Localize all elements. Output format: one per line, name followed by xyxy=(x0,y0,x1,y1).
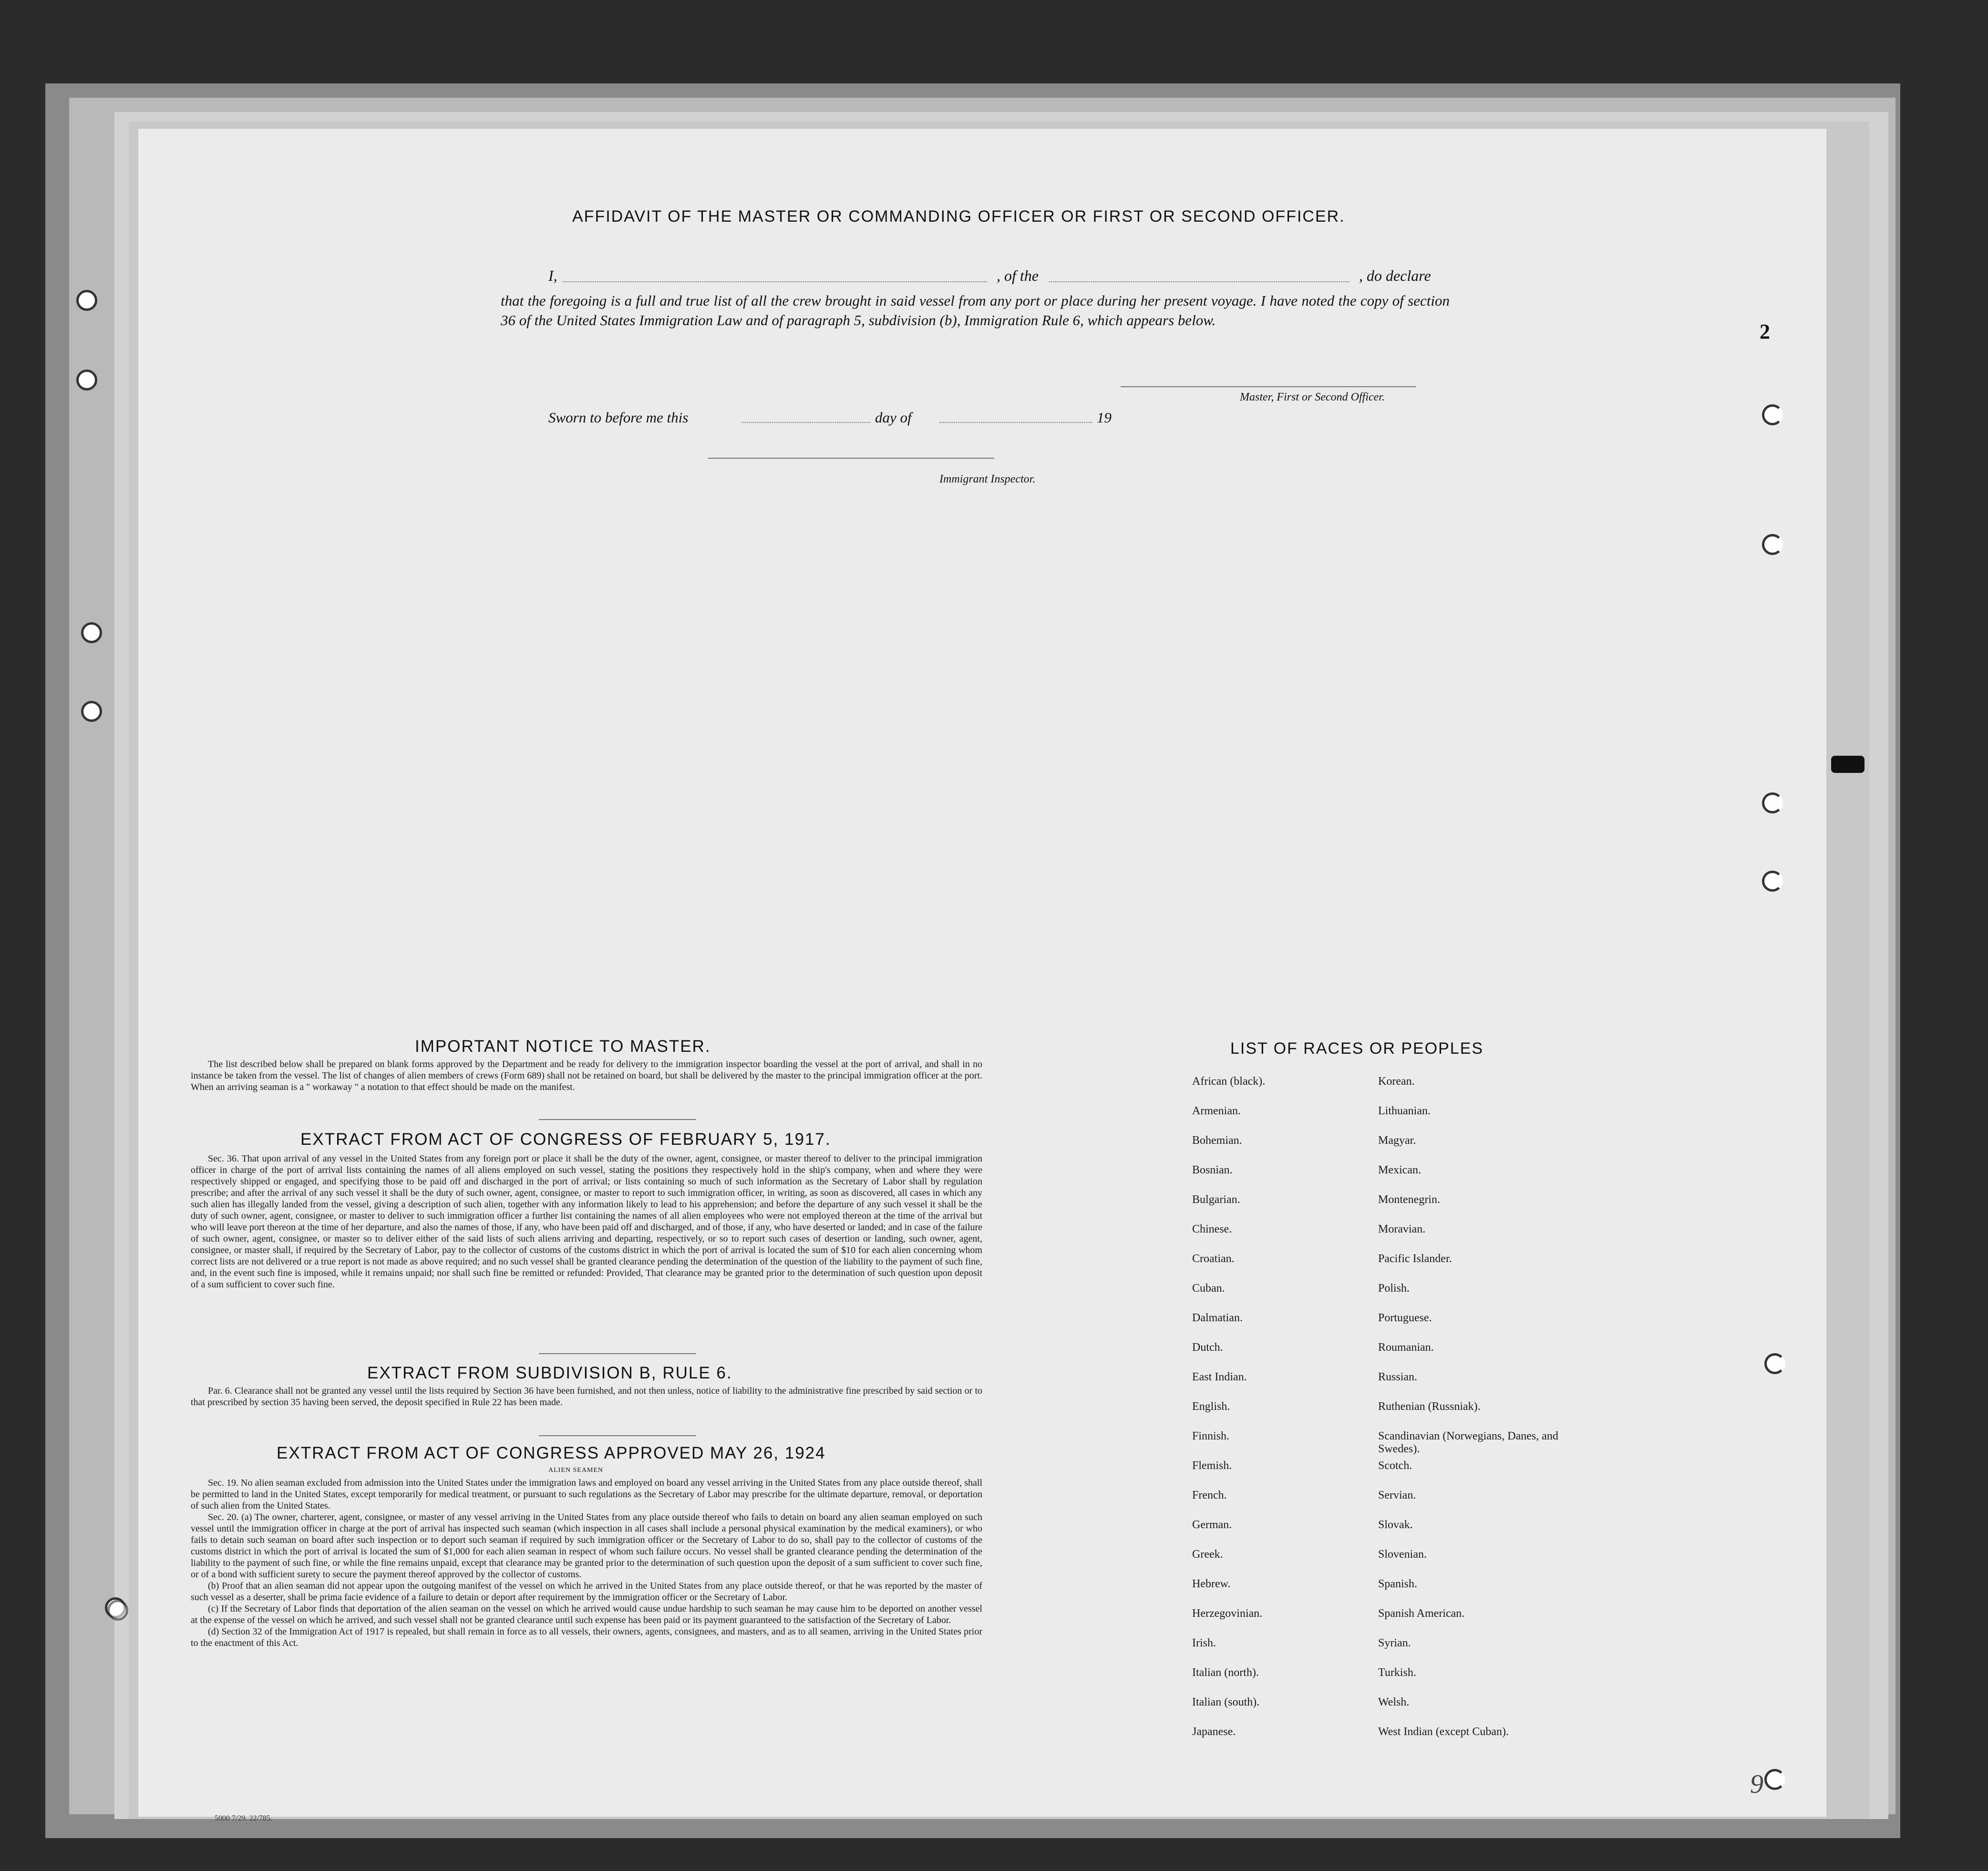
race-item: Flemish. xyxy=(1192,1460,1232,1472)
corner-note: 9 xyxy=(1750,1769,1763,1799)
race-item: East Indian. xyxy=(1192,1371,1247,1383)
sworn-year: 19 xyxy=(1097,409,1112,426)
affidavit-line1-end: , do declare xyxy=(1359,267,1431,284)
race-item: Bosnian. xyxy=(1192,1164,1233,1176)
races-heading: LIST OF RACES OR PEOPLES xyxy=(1230,1039,1484,1058)
race-item: Welsh. xyxy=(1378,1696,1410,1708)
divider xyxy=(539,1435,696,1436)
extract-1917-heading: EXTRACT FROM ACT OF CONGRESS OF FEBRUARY 5, 1917. xyxy=(300,1130,831,1149)
sworn-day-of: day of xyxy=(875,409,912,426)
race-item: Russian. xyxy=(1378,1371,1418,1383)
race-item: Mexican. xyxy=(1378,1164,1421,1176)
punch-hole xyxy=(1762,792,1783,813)
punch-hole xyxy=(1762,871,1783,892)
sec-36-paragraph: Sec. 36. That upon arrival of any vessel in the United States from any foreign port or place it shall be the duty of the owner, agent, consignee, or master thereof to deliver to the principal immigration officer in charge of the port of arrival lists containing the names of all aliens employed on such vessel, stating the positions they respectively hold in the ship's company, when and where they were respectively shipped or engaged, and specifying those to be paid off and discharged in the port of arrival; or lists containing so much of such information as the Secretary of Labor shall by regulation prescribe; and after the arrival of any such vessel it shall be the duty of such owner, agent, consignee, or master to report to such immigration officer, in writing, as soon as discovered, all cases in which any such alien has illegally landed from the vessel, giving a description of such alien, together with any information likely to lead to his apprehension; and before the departure of any such vessel it shall be the duty of such owner, agent, consignee, or master to deliver to such immigration officer a further list containing the names of all alien employees who were not employed thereon at the time of the arrival but who will leave port thereon at the time of her departure, and also the names of those, if any, who have been paid off and discharged, and of those, if any, who have deserted or landed; and in case of the failure of such owner, agent, consignee, or master so to deliver either of the said lists of such aliens arriving and departing, respectively, or so to report such cases of desertion or landing, such owner, agent, consignee, or master shall, if required by the Secretary of Labor, pay to the collector of customs of the customs district in which the port of arrival is located the sum of $10 for each alien concerning whom correct lists are not delivered or a true report is not made as above required; and no such vessel shall be granted clearance pending the determination of the question of the liability to the payment of such fine, and, in the event such fine is imposed, while it remains unpaid; nor shall such fine be remitted or refunded: Provided, That clearance may be granted prior to the determination of such question upon deposit of a sum sufficient to cover such fine. xyxy=(191,1153,982,1290)
signature-line xyxy=(1121,386,1416,387)
sec-20d-paragraph: (d) Section 32 of the Immigration Act of 1917 is repealed, but shall remain in force as to all vessels, their owners, agents, consignees, and masters, and as to all seamen, arriving in the United States prior to the enactment of this Act. xyxy=(191,1626,982,1648)
punch-hole xyxy=(1762,534,1783,555)
sec-20c-paragraph: (c) If the Secretary of Labor finds that deportation of the alien seaman on the vessel on which he arrived would cause undue hardship to such seaman he may cause him to be deported on another vessel at the expense of the vessel on which he arrived, and such vessel shall not be granted clearance until such expense has been paid or its payment guaranteed to the satisfaction of the Secretary of Labor. xyxy=(191,1604,982,1625)
inspector-line xyxy=(708,458,994,459)
race-item: Italian (south). xyxy=(1192,1696,1260,1708)
race-item: African (black). xyxy=(1192,1075,1266,1088)
inspector-label: Immigrant Inspector. xyxy=(939,473,1036,485)
race-item: Servian. xyxy=(1378,1489,1416,1501)
race-item: Korean. xyxy=(1378,1075,1415,1088)
affidavit-line1-mid: , of the xyxy=(997,267,1039,284)
extract-1924-text xyxy=(191,1477,982,1649)
punch-hole xyxy=(1764,1353,1785,1374)
race-item: Bulgarian. xyxy=(1192,1193,1240,1206)
race-item: Magyar. xyxy=(1378,1134,1416,1147)
race-item: Roumanian. xyxy=(1378,1341,1434,1354)
race-item: Japanese. xyxy=(1192,1726,1236,1738)
race-item: French. xyxy=(1192,1489,1227,1501)
sworn-day-blank xyxy=(742,422,870,423)
affidavit-line1-start: I, xyxy=(548,267,557,284)
race-item: Montenegrin. xyxy=(1378,1193,1440,1206)
race-item: Spanish American. xyxy=(1378,1607,1465,1620)
race-item: Hebrew. xyxy=(1192,1578,1231,1590)
race-item: Ruthenian (Russniak). xyxy=(1378,1400,1481,1413)
punch-hole xyxy=(81,701,102,722)
race-item: Cuban. xyxy=(1192,1282,1225,1295)
sec-20a-paragraph: Sec. 20. (a) The owner, charterer, agent, consignee, or master of any vessel arriving in the United States from any place outside thereof who fails to detain on board any alien seaman employed on such vessel until the immigration officer in charge at the port of arrival has inspected such seaman (which inspection in all cases shall include a personal physical examination by the medical examiners), or who fails to detain such seaman on board after such inspection or to deport such seaman if required by such immigration officer or the Secretary of Labor to do so, shall pay to the collector of customs of the customs district in which the port of arrival is located the sum of $1,000 for each alien seaman in respect of whom such failure occurs. No vessel shall be granted clearance pending the determination of the liability to the payment of such fine, or while the fine remains unpaid, except that clearance may be granted prior to the determination of such question upon the deposit of a sum sufficient to cover such fine, or of a bond with sufficient surety to secure the payment thereof approved by the collector of customs. xyxy=(191,1512,982,1580)
form-code: 5000 7/29. 22/785. xyxy=(215,1814,272,1822)
race-item: Herzegovinian. xyxy=(1192,1607,1263,1620)
race-item: Slovak. xyxy=(1378,1519,1413,1531)
race-item: Chinese. xyxy=(1192,1223,1232,1235)
sec-19-paragraph: Sec. 19. No alien seaman excluded from admission into the United States under the immigration laws and employed on board any vessel arriving in the United States from any place outside thereof, shall be permitted to land in the United States, except temporarily for medical treatment, or pursuant to such regulations as the Secretary of Labor may prescribe for the ultimate departure, removal, or deportation of such alien from the United States. xyxy=(191,1478,982,1511)
race-item: Croatian. xyxy=(1192,1253,1235,1265)
race-item: Syrian. xyxy=(1378,1637,1411,1649)
punch-hole xyxy=(76,370,97,391)
race-item: Italian (north). xyxy=(1192,1666,1259,1679)
race-item: Scotch. xyxy=(1378,1460,1412,1472)
vessel-blank xyxy=(1049,281,1349,282)
rule6-heading: EXTRACT FROM SUBDIVISION B, RULE 6. xyxy=(367,1364,732,1382)
punch-hole xyxy=(1762,404,1783,425)
extract-1917-text xyxy=(191,1153,982,1290)
race-item: English. xyxy=(1192,1400,1230,1413)
affidavit-body: that the foregoing is a full and true list of all the crew brought in said vessel from any port or place during her present voyage. I have noted the copy of section 36 of the United States Immigration Law and of paragraph 5, subdivision (b), Immigration Rule 6, which appears below. xyxy=(501,292,1450,329)
race-item: West Indian (except Cuban). xyxy=(1378,1726,1509,1738)
races-list-right xyxy=(1378,1075,1588,1755)
race-item: Lithuanian. xyxy=(1378,1105,1431,1117)
punch-hole xyxy=(1764,1769,1785,1790)
race-item: Polish. xyxy=(1378,1282,1410,1295)
race-item: Greek. xyxy=(1192,1548,1223,1561)
race-item: Pacific Islander. xyxy=(1378,1253,1452,1265)
name-blank xyxy=(563,281,987,282)
race-item: Slovenian. xyxy=(1378,1548,1427,1561)
races-list-left xyxy=(1192,1075,1364,1755)
page-number: 2 xyxy=(1760,320,1770,343)
sworn-label: Sworn to before me this xyxy=(548,409,689,426)
binder-tab xyxy=(1831,756,1864,773)
race-item: Spanish. xyxy=(1378,1578,1418,1590)
extract-1924-heading: EXTRACT FROM ACT OF CONGRESS APPROVED MAY 26, 1924 xyxy=(277,1444,826,1462)
race-item: Moravian. xyxy=(1378,1223,1426,1235)
race-item: Dalmatian. xyxy=(1192,1312,1243,1324)
affidavit-heading: AFFIDAVIT OF THE MASTER OR COMMANDING OFFICER OR FIRST OR SECOND OFFICER. xyxy=(572,207,1345,226)
signature-label: Master, First or Second Officer. xyxy=(1240,391,1385,403)
notice-paragraph: The list described below shall be prepared on blank forms approved by the Department and be ready for delivery to the immigration inspector boarding the vessel at the port of arrival, and shall in no instance be taken from the vessel. The list of changes of alien members of crews (Form 689) shall not be retained on board, but shall be delivered by the master to the principal immigration officer at the port. When an arriving seaman is a " workaway " a notation to that effect should be made on the manifest. xyxy=(191,1059,982,1092)
manifest-page xyxy=(138,129,1826,1822)
punch-hole xyxy=(76,290,97,311)
notice-text xyxy=(191,1059,982,1093)
alien-seamen-subheading: ALIEN SEAMEN xyxy=(548,1467,604,1474)
race-item: Armenian. xyxy=(1192,1105,1241,1117)
race-item: Dutch. xyxy=(1192,1341,1223,1354)
sec-20b-paragraph: (b) Proof that an alien seaman did not appear upon the outgoing manifest of the vessel on which he arrived in the United States from any place outside thereof, or that he was reported by the master of such vessel as a deserter, shall be prima facie evidence of a failure to detain or deport after requirement by the immigration officer or the Secretary of Labor. xyxy=(191,1581,982,1603)
race-item: Finnish. xyxy=(1192,1430,1230,1442)
race-item: Scandinavian (Norwegians, Danes, and Swedes). xyxy=(1378,1430,1558,1455)
punch-hole xyxy=(81,622,102,643)
race-item: Bohemian. xyxy=(1192,1134,1242,1147)
race-item: German. xyxy=(1192,1519,1232,1531)
race-item: Irish. xyxy=(1192,1637,1216,1649)
rule6-text xyxy=(191,1385,982,1408)
par-6-paragraph: Par. 6. Clearance shall not be granted any vessel until the lists required by Section 36 have been furnished, and not then unless, notice of liability to the administrative fine prescribed by said section or to that prescribed by section 35 having been served, the deposit specified in Rule 22 has been made. xyxy=(191,1386,982,1408)
race-item: Turkish. xyxy=(1378,1666,1416,1679)
punch-hole xyxy=(107,1600,128,1621)
divider xyxy=(539,1119,696,1120)
divider xyxy=(539,1353,696,1354)
sworn-month-blank xyxy=(939,422,1092,423)
race-item: Portuguese. xyxy=(1378,1312,1432,1324)
notice-heading: IMPORTANT NOTICE TO MASTER. xyxy=(415,1037,711,1056)
